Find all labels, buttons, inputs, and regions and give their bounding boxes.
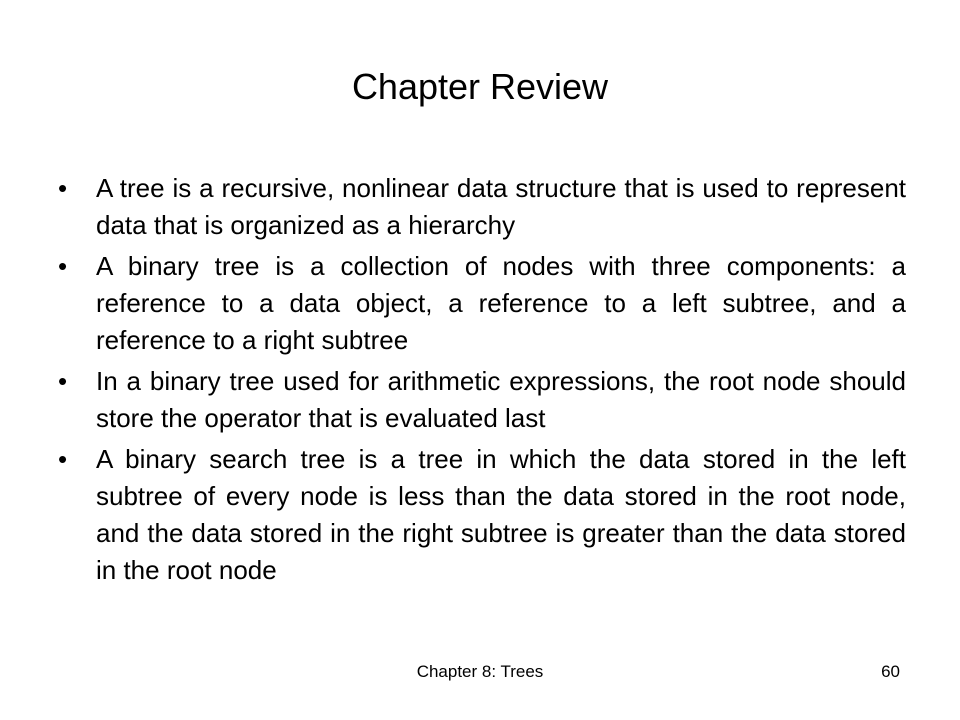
bullet-icon: • xyxy=(58,251,68,281)
bullet-icon: • xyxy=(58,366,68,396)
bullet-text: A binary tree is a collection of nodes with three components: a reference to a data object, a reference to a left subtree, and a reference to a right subtree xyxy=(96,251,906,355)
bullet-text: A binary search tree is a tree in which the data stored in the left subtree of every node is less than the data stored in the root node, and the data stored in the right subtree is greater than the data stored in the root node xyxy=(96,444,906,585)
bullet-item xyxy=(56,170,906,244)
bullet-text: A tree is a recursive, nonlinear data structure that is used to represent data that is organized as a hierarchy xyxy=(96,173,906,240)
slide-title: Chapter Review xyxy=(351,66,609,107)
bullet-item xyxy=(56,441,906,589)
bullet-icon: • xyxy=(58,173,68,203)
page-number: 60 xyxy=(881,662,900,681)
footer-chapter: Chapter 8: Trees xyxy=(416,662,544,681)
bullet-text: In a binary tree used for arithmetic expressions, the root node should store the operator that is evaluated last xyxy=(96,366,906,433)
bullet-list xyxy=(56,170,906,593)
bullet-item xyxy=(56,248,906,359)
bullet-item xyxy=(56,363,906,437)
bullet-icon: • xyxy=(58,444,68,474)
